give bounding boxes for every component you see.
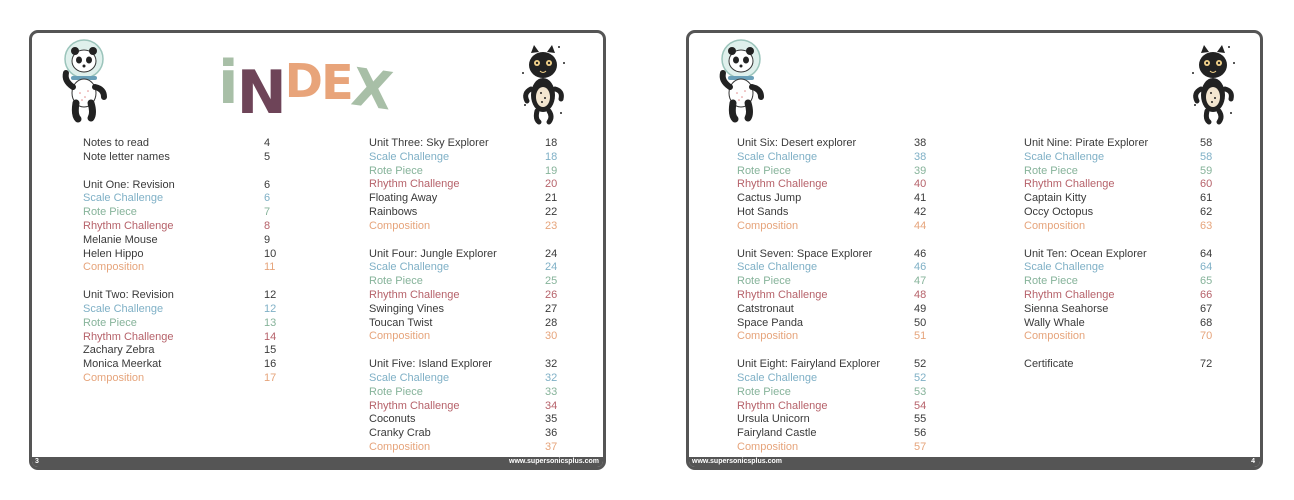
entry-title: Composition	[1024, 219, 1086, 232]
entry-title: Swinging Vines	[369, 302, 445, 315]
entry-page-number: 11	[264, 261, 276, 274]
entry-title: Composition	[737, 330, 799, 343]
entry-page-number: 21	[545, 192, 558, 205]
entry-title: Rote Piece	[369, 275, 423, 288]
entry-title: Rhythm Challenge	[737, 288, 828, 301]
entry-page-number: 18	[545, 137, 558, 149]
entry-page-number: 13	[264, 316, 277, 329]
entry-page-number: 46	[914, 247, 927, 260]
entry-page-number: 51	[914, 330, 927, 343]
entry-page-number: 48	[914, 288, 927, 301]
entry-title: Hot Sands	[737, 205, 789, 218]
entry-title: Composition	[737, 440, 799, 453]
title-letter: E	[320, 55, 352, 111]
entry-page-number: 36	[545, 427, 558, 440]
page-footer	[32, 457, 603, 467]
entry-page-number: 16	[264, 358, 277, 371]
page-number: 4	[1251, 458, 1255, 465]
entry-page-number: 9	[264, 233, 271, 246]
entry-title: Rhythm Challenge	[1024, 288, 1115, 301]
entry-title: Notes to read	[83, 137, 150, 149]
index-title	[218, 48, 418, 128]
entry-page-number: 24	[545, 247, 558, 260]
entry-title: Rote Piece	[737, 275, 791, 288]
entry-page-number: 37	[545, 440, 558, 453]
entry-page-number: 35	[545, 413, 558, 426]
website-url: www.supersonicsplus.com	[509, 458, 599, 465]
entry-page-number: 32	[545, 358, 558, 371]
entry-page-number: 33	[545, 385, 558, 398]
entry-title: Rainbows	[369, 205, 418, 218]
entry-page-number: 58	[1200, 150, 1213, 163]
entry-title: Unit Nine: Pirate Explorer	[1024, 137, 1149, 149]
entry-page-number: 26	[545, 288, 558, 301]
entry-page-number: 4	[264, 137, 271, 149]
entry-title: Unit Seven: Space Explorer	[737, 247, 873, 260]
entry-page-number: 52	[914, 358, 927, 371]
entry-page-number: 47	[914, 275, 927, 288]
entry-title: Rote Piece	[1024, 164, 1078, 177]
entry-title: Zachary Zebra	[83, 344, 155, 357]
entry-page-number: 46	[914, 261, 927, 274]
entry-page-number: 23	[545, 219, 558, 232]
entry-title: Rhythm Challenge	[1024, 178, 1115, 191]
entry-page-number: 20	[545, 178, 558, 191]
entry-page-number: 49	[914, 302, 927, 315]
entry-title: Unit One: Revision	[83, 178, 175, 191]
entry-title: Floating Away	[369, 192, 438, 205]
entry-page-number: 63	[1200, 219, 1213, 232]
entry-page-number: 54	[914, 399, 927, 412]
website-url: www.supersonicsplus.com	[692, 458, 782, 465]
title-letter: X	[347, 57, 394, 123]
entry-page-number: 68	[1200, 316, 1213, 329]
entry-page-number: 17	[264, 371, 277, 384]
panda-astronaut-icon	[717, 37, 769, 123]
entry-page-number: 10	[264, 247, 277, 260]
entry-title: Composition	[83, 371, 145, 384]
entry-title: Rote Piece	[737, 385, 791, 398]
entry-title: Rhythm Challenge	[83, 330, 174, 343]
entry-page-number: 60	[1200, 178, 1213, 191]
entry-title: Rote Piece	[369, 164, 423, 177]
entry-page-number: 19	[545, 164, 558, 177]
entry-title: Composition	[83, 261, 145, 274]
entry-title: Rhythm Challenge	[369, 399, 460, 412]
entry-title: Scale Challenge	[83, 302, 164, 315]
entry-page-number: 65	[1200, 275, 1213, 288]
entry-page-number: 42	[914, 205, 927, 218]
entry-title: Unit Three: Sky Explorer	[369, 137, 489, 149]
entry-title: Scale Challenge	[737, 150, 818, 163]
entry-page-number: 24	[545, 261, 558, 274]
entry-title: Composition	[1024, 330, 1086, 343]
entry-page-number: 8	[264, 219, 271, 232]
entry-page-number: 66	[1200, 288, 1213, 301]
entry-title: Cactus Jump	[737, 192, 802, 205]
entry-title: Occy Octopus	[1024, 205, 1094, 218]
index-page-right	[686, 30, 1263, 470]
entry-page-number: 18	[545, 150, 558, 163]
entry-title: Scale Challenge	[737, 371, 818, 384]
entry-title: Unit Four: Jungle Explorer	[369, 247, 497, 260]
entry-page-number: 25	[545, 275, 558, 288]
entry-page-number: 72	[1200, 358, 1213, 371]
entry-title: Rote Piece	[737, 164, 791, 177]
entry-title: Composition	[369, 219, 431, 232]
entry-page-number: 15	[264, 344, 277, 357]
entry-page-number: 6	[264, 178, 271, 191]
entry-title: Wally Whale	[1024, 316, 1085, 329]
entry-title: Rhythm Challenge	[369, 178, 460, 191]
title-letter: N	[236, 58, 285, 128]
entry-page-number: 7	[264, 206, 271, 219]
entry-page-number: 28	[545, 316, 558, 329]
entry-title: Unit Two: Revision	[83, 289, 174, 302]
page-number: 3	[35, 458, 39, 465]
entry-title: Certificate	[1024, 358, 1074, 371]
entry-page-number: 41	[914, 192, 927, 205]
entry-title: Rhythm Challenge	[737, 399, 828, 412]
entry-title: Melanie Mouse	[83, 233, 158, 246]
entry-page-number: 52	[914, 371, 927, 384]
entry-title: Scale Challenge	[737, 261, 818, 274]
entry-title: Sienna Seahorse	[1024, 302, 1109, 315]
entry-page-number: 12	[264, 289, 277, 302]
entry-page-number: 12	[264, 302, 277, 315]
entry-title: Rote Piece	[1024, 275, 1078, 288]
entry-page-number: 53	[914, 385, 927, 398]
entry-title: Rhythm Challenge	[369, 288, 460, 301]
entry-page-number: 50	[914, 316, 927, 329]
entry-page-number: 67	[1200, 302, 1213, 315]
entry-title: Coconuts	[369, 413, 416, 426]
entry-page-number: 32	[545, 371, 558, 384]
entry-page-number: 30	[545, 330, 558, 343]
entry-page-number: 34	[545, 399, 558, 412]
entry-title: Unit Five: Island Explorer	[369, 358, 492, 371]
entry-title: Scale Challenge	[1024, 261, 1105, 274]
index-page-left	[29, 30, 606, 470]
entry-title: Rote Piece	[369, 385, 423, 398]
entry-title: Unit Six: Desert explorer	[737, 137, 857, 149]
entry-title: Scale Challenge	[369, 261, 450, 274]
entry-title: Unit Eight: Fairyland Explorer	[737, 358, 881, 371]
page-footer	[689, 457, 1260, 467]
cat-astronaut-icon	[1189, 43, 1237, 125]
entry-title: Note letter names	[83, 150, 170, 163]
entry-page-number: 38	[914, 137, 927, 149]
entry-title: Rote Piece	[83, 206, 137, 219]
entry-title: Cranky Crab	[369, 427, 431, 440]
entry-page-number: 62	[1200, 205, 1213, 218]
entry-title: Scale Challenge	[1024, 150, 1105, 163]
entry-page-number: 38	[914, 150, 927, 163]
entry-page-number: 27	[545, 302, 558, 315]
entry-page-number: 22	[545, 205, 558, 218]
entry-page-number: 64	[1200, 261, 1213, 274]
entry-title: Composition	[369, 440, 431, 453]
entry-page-number: 57	[914, 440, 927, 453]
entry-page-number: 55	[914, 413, 927, 426]
entry-title: Fairyland Castle	[737, 427, 817, 440]
entry-page-number: 5	[264, 150, 271, 163]
entry-title: Rhythm Challenge	[83, 219, 174, 232]
entry-title: Composition	[737, 219, 799, 232]
entry-page-number: 6	[264, 192, 271, 205]
entry-title: Rhythm Challenge	[737, 178, 828, 191]
title-letter: D	[284, 54, 321, 108]
entry-page-number: 61	[1200, 192, 1213, 205]
entry-title: Helen Hippo	[83, 247, 144, 260]
title-letter: i	[218, 48, 237, 118]
panda-astronaut-icon	[60, 37, 112, 123]
entry-title: Captain Kitty	[1024, 192, 1087, 205]
entry-page-number: 70	[1200, 330, 1213, 343]
entry-title: Rote Piece	[83, 316, 137, 329]
entry-page-number: 64	[1200, 247, 1213, 260]
entry-page-number: 14	[264, 330, 277, 343]
entry-title: Scale Challenge	[369, 150, 450, 163]
entry-page-number: 56	[914, 427, 927, 440]
entry-page-number: 39	[914, 164, 927, 177]
entry-title: Space Panda	[737, 316, 804, 329]
entry-title: Catstronaut	[737, 302, 794, 315]
entry-title: Monica Meerkat	[83, 358, 162, 371]
entry-page-number: 44	[914, 219, 927, 232]
entry-title: Toucan Twist	[369, 316, 433, 329]
entry-title: Scale Challenge	[369, 371, 450, 384]
entry-title: Unit Ten: Ocean Explorer	[1024, 247, 1147, 260]
entry-page-number: 59	[1200, 164, 1213, 177]
entry-title: Scale Challenge	[83, 192, 164, 205]
entry-title: Ursula Unicorn	[737, 413, 810, 426]
entry-page-number: 58	[1200, 137, 1213, 149]
entry-title: Composition	[369, 330, 431, 343]
entry-page-number: 40	[914, 178, 927, 191]
cat-astronaut-icon	[519, 43, 567, 125]
